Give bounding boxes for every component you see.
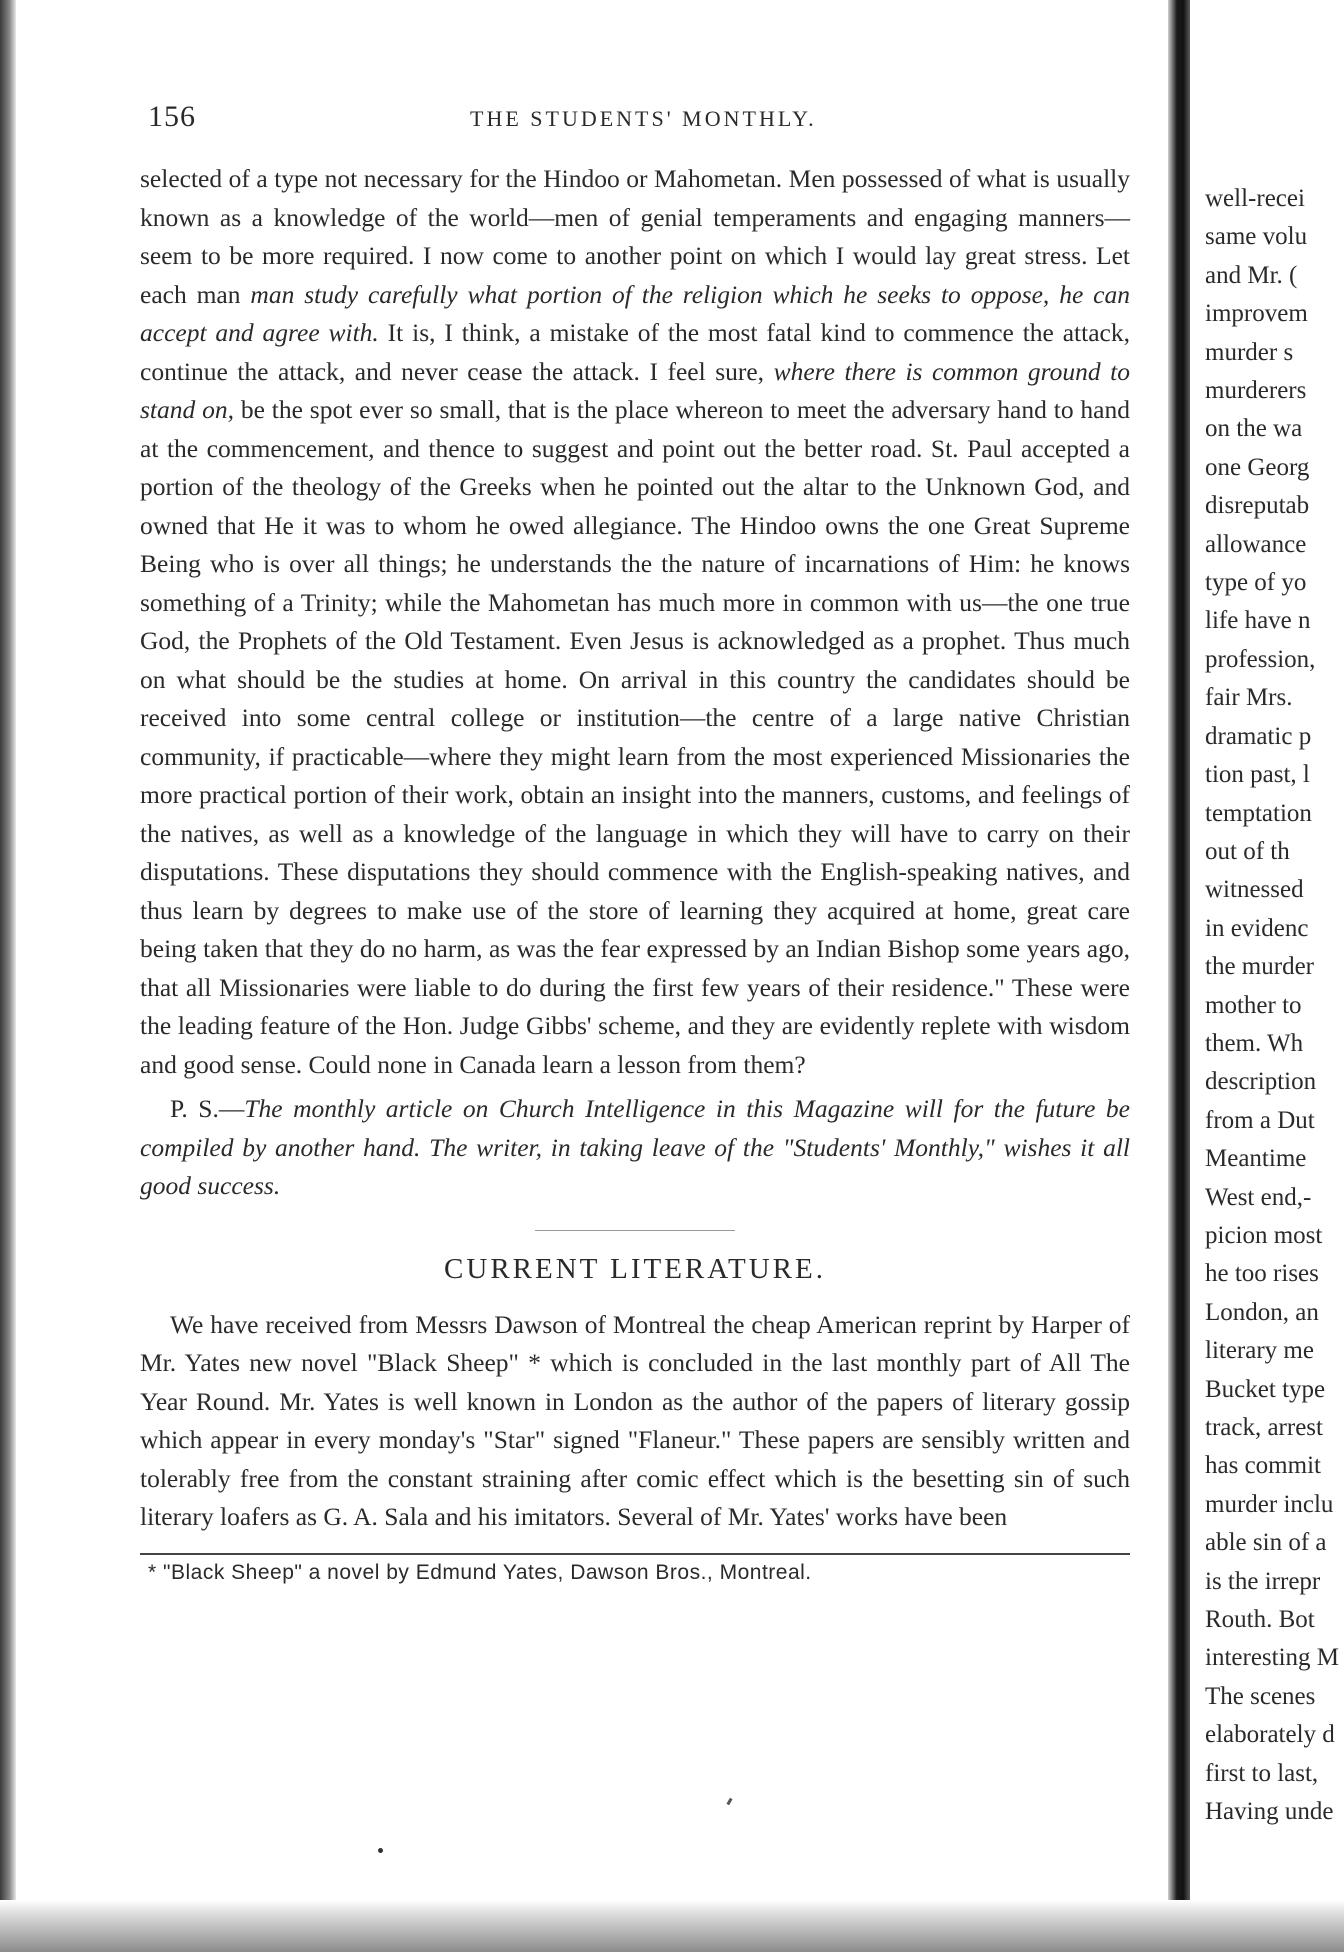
facing-page-line: from a Dut [1205,1106,1315,1134]
section-divider [535,1230,735,1231]
facing-page-line: track, arrest [1205,1414,1323,1441]
facing-page-line: Routh. Bot [1205,1606,1315,1634]
facing-page-line: and Mr. ( [1205,261,1298,289]
italic-text: man study carefully what portion of the religion which he seeks to oppose, he can accept and agree with. [140,279,1130,347]
facing-page-line: he too rises [1205,1260,1319,1288]
text-run: selected of a type not necessary for the Hindoo or Mahometan. Men possessed of what is usually known as a knowledge of the world—men of genial temperaments and engaging manners—seem to be more required. I now come to another point on which I would lay great stress. Let each man [140,164,1130,309]
page-number: 156 [148,100,196,133]
left-page [140,100,1130,1585]
facing-page-line: type of yo [1205,569,1307,597]
facing-page-line: one Georg [1205,453,1310,481]
facing-page-line: description [1205,1068,1317,1096]
facing-page-line: London, an [1205,1298,1319,1326]
facing-page-line: murderers [1205,377,1307,405]
facing-page-line: profession, [1205,645,1316,673]
text-run: P. S.— [170,1094,245,1123]
facing-page-line: fair Mrs. [1205,684,1293,712]
facing-page-line: dramatic p [1205,722,1312,750]
facing-page-line: allowance [1205,530,1307,558]
text-run: It is, I think, a mistake of the most fatal kind to commence the attack, continue the attack, and never cease the attack. I feel sure, [140,318,1130,386]
facing-page-line: improvem [1205,300,1308,328]
facing-page-line: the murder [1205,953,1314,981]
facing-page-line: interesting M [1205,1644,1340,1672]
facing-page-line: well-recei [1205,185,1305,212]
facing-page-line: able sin of a [1205,1529,1327,1557]
facing-page-line: on the wa [1205,415,1303,443]
current-literature-paragraph: We have received from Messrs Dawson of Montreal the cheap American reprint by Harper of Mr. Yates new novel "Black Sheep" * which is concluded in the last monthly part of All The Year Round. Mr. Yates is well known in London as the author of the papers of literary gossip which appear in every monday's "Star" signed "Flaneur." These papers are sensibly written and tolerably free from the constant straining after comic effect which is the besetting sin of such literary loafers as G. A. Sala and his imitators. Several of Mr. Yates' works have been [140,1309,1130,1531]
facing-page-line: first to last, [1205,1759,1319,1787]
left-binding-shadow [0,0,16,1952]
article-paragraph [140,160,1130,1084]
journal-title: THE STUDENTS' MONTHLY. [470,106,817,131]
facing-page-line: witnessed [1205,876,1304,904]
section-title: CURRENT LITERATURE. [444,1252,826,1285]
facing-page-line: Meantime [1205,1145,1307,1173]
italic-text: The monthly article on Church Intelligence in this Magazine will for the future be compiled by another hand. The writer, in taking leave of the "Students' Monthly," wishes it all good success. [140,1094,1131,1200]
footnote: * "Black Sheep" a novel by Edmund Yates, Dawson Bros., Montreal. [148,1560,812,1584]
facing-page-line: temptation [1205,799,1312,827]
facing-page-line: out of th [1205,837,1290,865]
facing-page-line: murder s [1205,338,1294,366]
facing-page-line: Having unde [1205,1798,1334,1826]
facing-page-line: The scenes [1205,1682,1316,1710]
facing-page-line: literary me [1205,1337,1314,1365]
facing-page-fragment [1205,180,1344,1831]
facing-page-line: them. Wh [1205,1029,1304,1057]
book-spine [1168,0,1190,1952]
text-run: be the spot ever so small, that is the place whereon to meet the adversary hand to hand at the commencement, and thence to suggest and point out the better road. St. Paul accepted a portion of the theology of the Greeks when he pointed out the altar to the Unknown God, and owned that He it was to whom he owed allegiance. The Hindoo owns the one Great Supreme Being who is over all things; he understands the the nature of incarnations of Him: he knows something of a Trinity; while the Mahometan has much more in common with us—the one true God, the Prophets of the Old Testament. Even Jesus is acknowledged as a prophet. Thus much on what should be the studies at home. On arrival in this country the candidates should be received into some central college or institution—the centre of a large native Christian community, if practicable—where they might learn from the most experienced Missionaries the more practical portion of their work, obtain an insight into the manners, customs, and feelings of the natives, as well as a knowledge of the language in which they will have to carry on their disputations. These disputations they should commence with the English-speaking natives, and thus learn by degrees to make use of the store of learning they acquired at home, great care being taken that they do no harm, as was the fear expressed by an Indian Bishop some years ago, that all Missionaries were liable to do during the first few years of their residence." These were the leading feature of the Hon. Judge Gibbs' scheme, and they are evidently replete with wisdom and good sense. Could none in Canada learn a lesson from them? [140,395,1130,1079]
facing-page-line: Bucket type [1205,1375,1326,1403]
facing-page-line: murder inclu [1205,1490,1334,1518]
facing-page-line: picion most [1205,1221,1323,1249]
running-head [140,100,1130,140]
facing-page-line: mother to [1205,991,1302,1019]
current-literature-body [140,1306,1130,1537]
facing-page-line: is the irrepr [1205,1567,1321,1595]
print-speck [378,1848,383,1853]
facing-page-line: in evidenc [1205,914,1309,942]
article-body [140,160,1130,1206]
facing-page-line: same volu [1205,223,1308,251]
facing-page-line: elaborately d [1205,1721,1335,1749]
bottom-scan-shadow [0,1900,1344,1952]
postscript-paragraph [140,1090,1130,1206]
facing-page-line: has commit [1205,1452,1321,1480]
italic-text: where there is common ground to stand on, [140,356,1130,424]
footnote-rule [140,1553,1130,1555]
facing-page-line: tion past, l [1205,761,1310,789]
facing-page-line: life have n [1205,607,1311,635]
facing-page-line: West end,- [1205,1183,1312,1211]
facing-page-line: disreputab [1205,492,1310,520]
print-speck [726,1798,732,1806]
